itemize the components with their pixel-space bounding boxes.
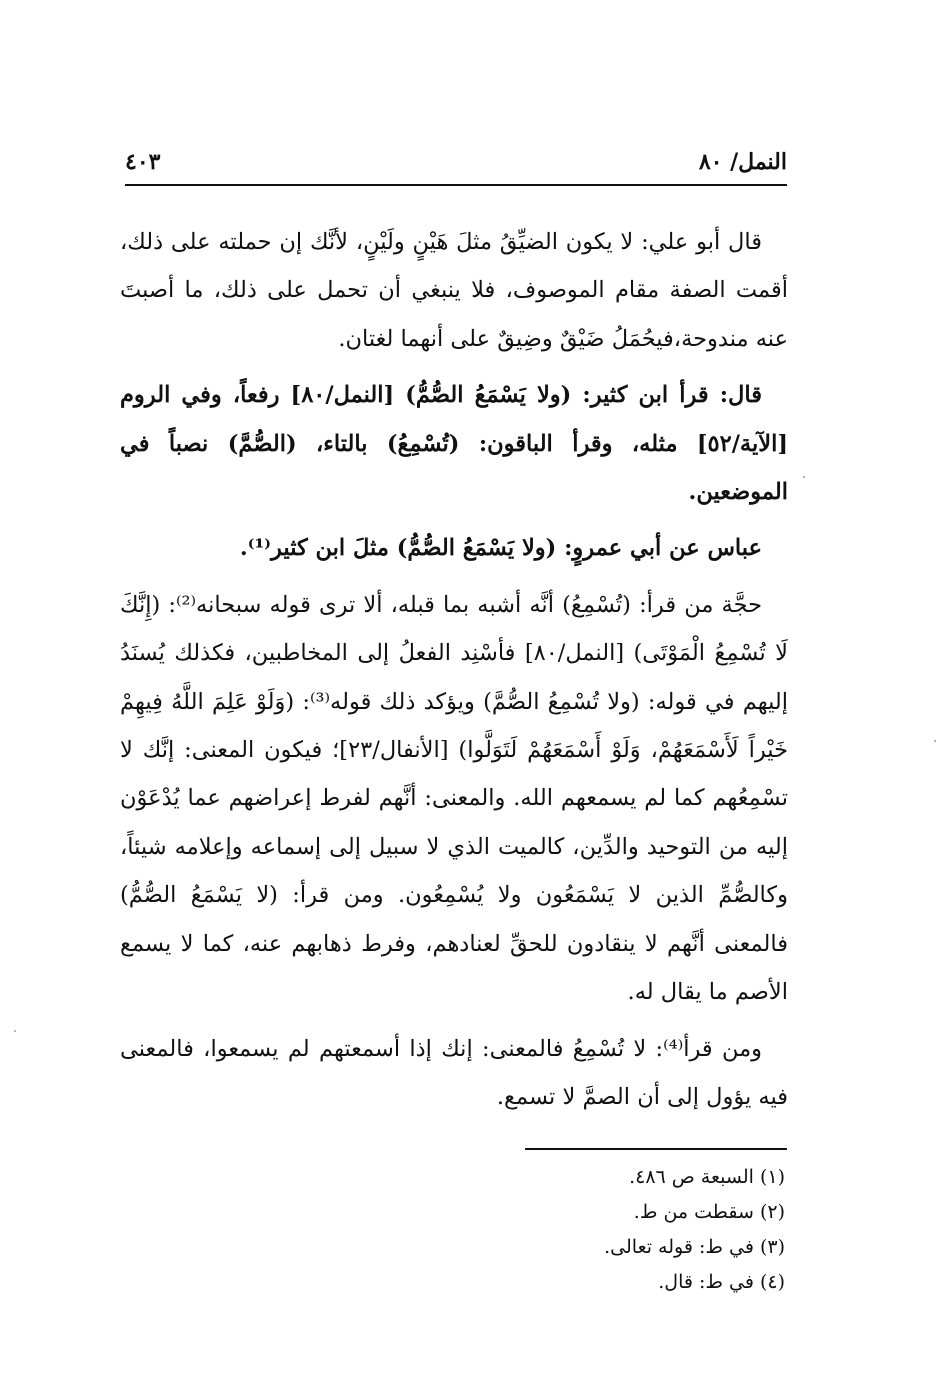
scan-speck [14,1030,16,1032]
paragraph-tusmi [120,1025,788,1122]
page-number: ٤٠٣ [125,149,161,175]
footnote-1: (١) السبعة ص ٤٨٦. [629,1166,785,1188]
paragraph-text: عباس عن أبي عمروٍ: (ولا يَسْمَعُ الصُّمُّ) مثلَ ابن كثير⁽¹⁾. [239,535,762,562]
paragraph-text: قال أبو علي: لا يكون الضيِّقُ مثلَ هَيْنٍ ولَيْنٍ، لأنَّك إن حملته على ذلك، أقمت الصفة مقام الموصوف، فلا ينبغي أن تحمل على ذلك، ما أصبتَ عنه مندوحة،فيحُمَلُ ضَيْقٌ وضِيقٌ على أنهما لغتان. [120,229,788,352]
footnote-3: (٣) في ط: قوله تعالى. [604,1236,785,1258]
paragraph-abu-ali [120,218,788,363]
scan-speck [934,740,936,742]
footnote-2: (٢) سقطت من ط. [633,1201,785,1223]
paragraph-text: حجَّة من قرأ: (تُسْمِعُ) أنَّه أشبه بما قبله، ألا ترى قوله سبحانه⁽²⁾: (إِنَّكَ لَا تُسْمِعُ الْمَوْتَى) [النمل/٨٠] فأسْنِد الفعلُ إلى المخاطبين، فكذلك يُسنَدُ إليهم في قوله: (ولا تُسْمِعُ الصُّمَّ) ويؤكد ذلك قوله⁽³⁾: (وَلَوْ عَلِمَ اللَّهُ فِيهِمْ خَيْراً لَأَسْمَعَهُمْ، وَلَوْ أَسْمَعَهُمْ لَتَوَلَّوا) [الأنفال/٢٣]؛ فيكون المعنى: إنَّك لا تسْمِعُهم كما لم يسمعهم الله. والمعنى: أنَّهم لفرط إعراضهم عما يُدْعَوْن إليه من التوحيد والدِّين، كالميت الذي لا سبيل إلى إسماعه وإعلامه شيئاً، وكالصُّمِّ الذين لا يَسْمَعُون ولا يُسْمِعُون. ومن قرأ: (لا يَسْمَعُ الصُّمُّ) فالمعنى أنَّهم لا ينقادون للحقِّ لعنادهم، وفرط ذهابهم عنه، كما لا يسمع الأصم ما يقال له. [120,591,788,1006]
paragraph-text: قال: قرأ ابن كثير: (ولا يَسْمَعُ الصُّمُّ) [النمل/٨٠] رفعاً، وفي الروم [الآية/٥٢] مثله، وقرأ الباقون: (تُسْمِعُ) بالتاء، (الصُّمَّ) نصباً في الموضعين. [120,382,788,506]
footnote-4: (٤) في ط: قال. [658,1271,785,1293]
main-text [120,218,788,1129]
header-section-label: النمل/ ٨٠ [698,149,787,175]
paragraph-ibn-kathir-reading [120,371,788,516]
running-header [125,144,787,180]
paragraph-hujja [120,581,788,1017]
header-rule [125,184,787,186]
footnotes [385,1160,785,1300]
paragraph-abbas [120,524,788,572]
footnote-rule [525,1148,787,1150]
scan-speck [803,476,805,478]
paragraph-text: ومن قرأ⁽⁴⁾: لا تُسْمِعُ فالمعنى: إنك إذا أسمعتهم لم يسمعوا، فالمعنى فيه يؤول إلى أن الصمَّ لا تسمع. [120,1035,788,1110]
